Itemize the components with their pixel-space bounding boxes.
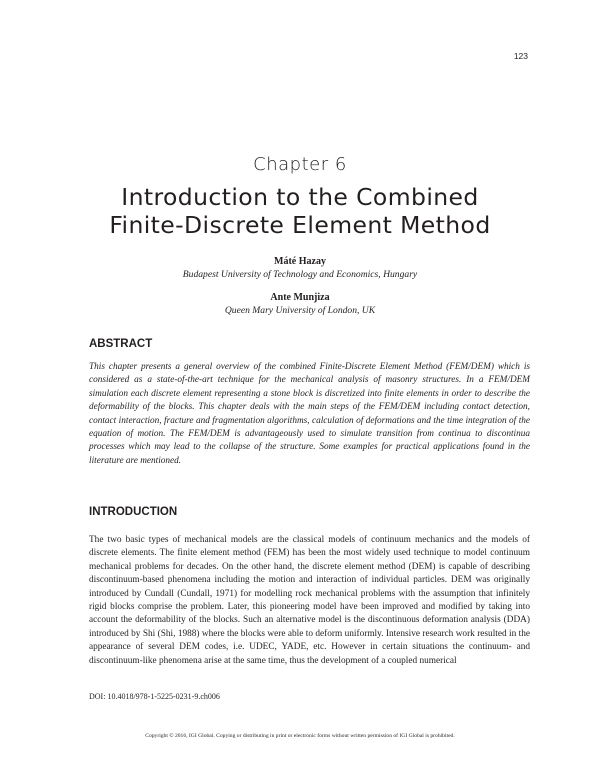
author-block-1 [0,255,600,281]
chapter-label: Chapter 6 [253,154,347,175]
copyright-notice: Copyright © 2016, IGI Global. Copying or distributing in print or electronic forms without written permission of IGI Global is prohibited. [145,733,455,739]
introduction-heading: INTRODUCTION [89,506,178,518]
author-affiliation: Budapest University of Technology and Economics, Hungary [182,269,418,280]
page-number: 123 [513,51,528,61]
author-block-2 [0,291,600,317]
chapter-title-line-1: Introduction to the Combined [121,183,479,211]
introduction-text: The two basic types of mechanical models are the classical models of continuum mechanics and the models of discrete elements. The finite element method (FEM) has been the most widely used technique to model continuum mechanical problems for decades. On the other hand, the discrete element method (DEM) is capable of describing discontinuum-based phenomena including the motion and interaction of individual particles. DEM was originally introduced by Cundall (Cundall, 1971) for modelling rock mechanical problems with the assumption that infinitely rigid blocks comprise the problem. Later, this pioneering model have been improved and modified by taking into account the deformability of the blocks. Such an alternative model is the discontinuous deformation analysis (DDA) introduced by Shi (Shi, 1988) where the blocks were able to deform uniformly. Intensive research work resulted in the appearance of several DEM codes, i.e. UDEC, YADE, etc. However in certain situations the continuum- and discontinuum-like phenomena arise at the same time, thus the development of a coupled numerical [89,535,530,666]
author-affiliation: Queen Mary University of London, UK [224,305,376,316]
doi: DOI: 10.4018/978-1-5225-0231-9.ch006 [89,692,220,701]
abstract-text: This chapter presents a general overview of the combined Finite-Discrete Element Method (FEM/DEM) which is considered as a state-of-the-art technique for the mechanical analysis of masonry structures. In a FEM/DEM simulation each discrete element representing a stone block is discretized into finite elements in order to describe the deformability of the blocks. This chapter deals with the main steps of the FEM/DEM including contact detection, contact interaction, fracture and fragmentation algorithms, calculation of deformations and the time integration of the equation of motion. The FEM/DEM is advantageously used to simulate transition from continua to discontinua processes which may lead to the collapse of the structure. Some examples for practical applications found in the literature are mentioned. [89,362,530,466]
chapter-title-line-2: Finite-Discrete Element Method [109,211,491,239]
abstract-heading: ABSTRACT [89,338,153,350]
chapter-title [0,183,600,239]
author-name: Ante Munjiza [270,292,330,303]
author-name: Máté Hazay [274,256,326,267]
